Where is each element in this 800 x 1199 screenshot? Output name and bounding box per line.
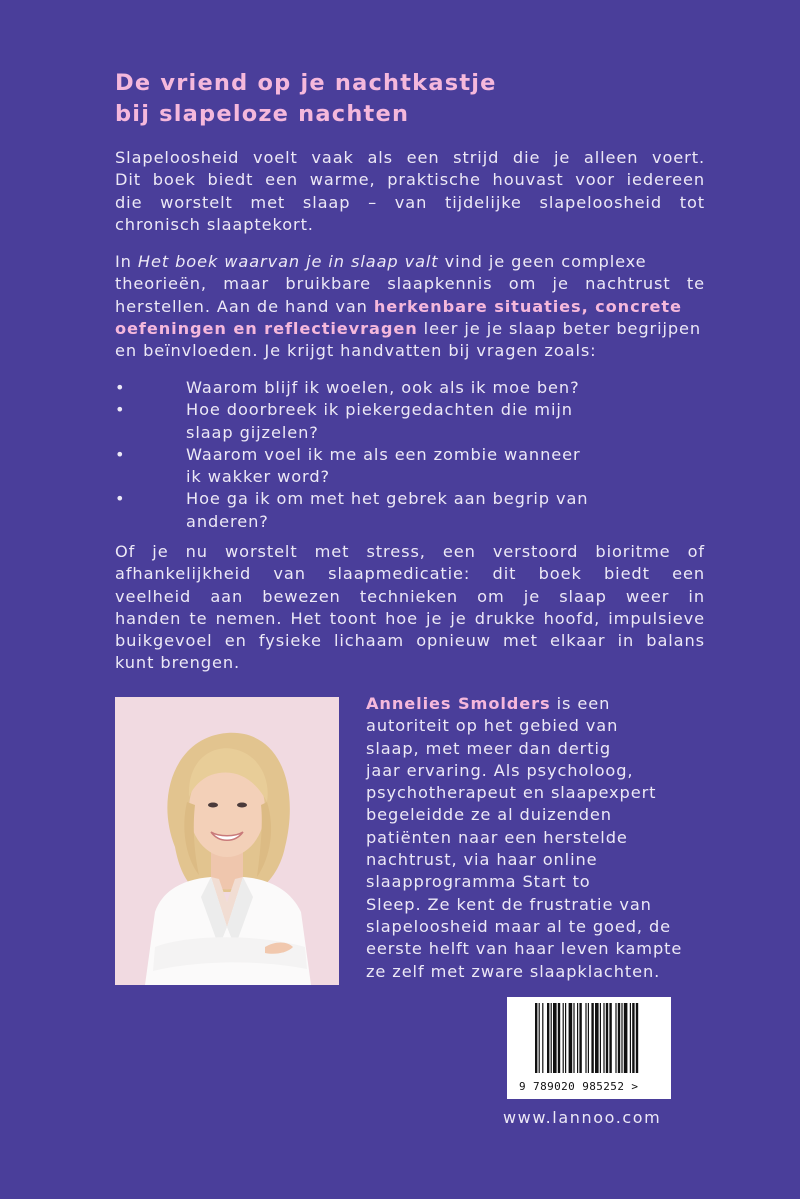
closing-line-6: kunt brengen. bbox=[115, 653, 241, 673]
body-line-4-post: leer je je slaap beter begrijpen bbox=[417, 318, 702, 338]
barcode-bar bbox=[551, 1003, 552, 1073]
isbn-barcode bbox=[507, 997, 671, 1099]
bio-line-1 bbox=[366, 693, 716, 715]
body-line-3-pre: herstellen. Aan de hand van bbox=[115, 296, 374, 316]
list-item-line: Waarom voel ik me als een zombie wanneer bbox=[186, 444, 581, 464]
intro-line-3: die worstelt met slaap – van tijdelijke slapeloosheid tot bbox=[115, 192, 705, 212]
body-line-3 bbox=[115, 296, 705, 318]
bio-line-11: slapeloosheid maar al te goed, de bbox=[366, 916, 672, 936]
list-item-text bbox=[186, 444, 715, 489]
bio-line-13: ze zelf met zware slaapklachten. bbox=[366, 961, 661, 981]
barcode-bar bbox=[615, 1003, 616, 1073]
barcode-bar bbox=[565, 1003, 566, 1073]
bio-line-9: slaapprogramma Start to bbox=[366, 872, 591, 892]
barcode-bar bbox=[618, 1003, 620, 1073]
author-portrait-image bbox=[115, 697, 339, 985]
list-item-line: slaap gijzelen? bbox=[186, 422, 319, 442]
barcode-bar bbox=[563, 1003, 564, 1073]
barcode-bar bbox=[630, 1003, 631, 1073]
headline-line-1: De vriend op je nachtkastje bbox=[115, 70, 497, 96]
bullet-icon: • bbox=[115, 489, 126, 509]
barcode-bar bbox=[553, 1003, 557, 1073]
bullet-icon: • bbox=[115, 400, 126, 420]
barcode-bar bbox=[547, 1003, 549, 1073]
closing-line-1: Of je nu worstelt met stress, een verstoord bioritme of bbox=[115, 542, 705, 561]
closing-line-3: veelheid aan bewezen technieken om je slaap weer in bbox=[115, 586, 705, 606]
bio-line-2: autoriteit op het gebied van bbox=[366, 716, 619, 736]
barcode-digits: 9 789020 985252 > bbox=[519, 1080, 639, 1093]
list-item-line: Waarom blijf ik woelen, ook als ik moe ben? bbox=[186, 378, 580, 397]
list-item-line: Hoe doorbreek ik piekergedachten die mijn bbox=[186, 400, 573, 420]
closing-paragraph bbox=[115, 541, 705, 675]
bio-line-6: begeleidde ze al duizenden bbox=[366, 805, 612, 825]
body-line-2: theorieën, maar bruikbare slaapkennis om je nachtrust te bbox=[115, 274, 705, 294]
list-item-line: Hoe ga ik om met het gebrek aan begrip van bbox=[186, 489, 589, 509]
barcode-bar bbox=[603, 1003, 604, 1073]
body-line-1 bbox=[115, 251, 705, 273]
closing-line-4: handen te nemen. Het toont hoe je je drukke hoofd, impulsieve bbox=[115, 608, 705, 628]
bio-line-7: patiënten naar een herstelde bbox=[366, 827, 628, 847]
barcode-bar bbox=[569, 1003, 573, 1073]
barcode-bar bbox=[609, 1003, 611, 1073]
body-paragraph bbox=[115, 251, 705, 362]
cover-headline bbox=[115, 68, 715, 130]
list-item bbox=[115, 399, 715, 444]
barcode-bar bbox=[600, 1003, 601, 1073]
bullet-icon: • bbox=[115, 378, 126, 397]
body-line-5: en beïnvloeden. Je krijgt handvatten bij vragen zoals: bbox=[115, 341, 597, 361]
list-item-line: ik wakker word? bbox=[186, 467, 330, 487]
intro-line-2: Dit boek biedt een warme, praktische houvast voor iedereen bbox=[115, 170, 705, 190]
bio-line-5: psychotherapeut en slaapexpert bbox=[366, 783, 657, 803]
bio-line-10: Sleep. Ze kent de frustratie van bbox=[366, 894, 652, 914]
barcode-bar bbox=[539, 1003, 540, 1073]
publisher-website[interactable]: www.lannoo.com bbox=[503, 1108, 662, 1127]
barcode-bar bbox=[632, 1003, 634, 1073]
list-item-line: anderen? bbox=[186, 511, 269, 531]
bullet-icon: • bbox=[115, 444, 126, 464]
bio-line-4: jaar ervaring. Als psycholoog, bbox=[366, 760, 634, 780]
book-title-italic: Het boek waarvan je in slaap valt bbox=[137, 252, 439, 271]
list-item-text bbox=[186, 377, 715, 399]
barcode-bar bbox=[606, 1003, 608, 1073]
barcode-bar bbox=[624, 1003, 628, 1073]
intro-paragraph bbox=[115, 147, 705, 236]
barcode-bar bbox=[558, 1003, 560, 1073]
barcode-bar bbox=[573, 1003, 574, 1073]
closing-line-5: buikgevoel en fysieke lichaam opnieuw met elkaar in balans bbox=[115, 631, 705, 651]
barcode-bar bbox=[621, 1003, 622, 1073]
intro-line-4: chronisch slaaptekort. bbox=[115, 214, 314, 234]
list-item-text bbox=[186, 488, 715, 533]
closing-line-2: afhankelijkheid van slaapmedicatie: dit boek biedt een bbox=[115, 564, 705, 584]
barcode-bar bbox=[636, 1003, 638, 1073]
list-item bbox=[115, 377, 715, 399]
barcode-bar bbox=[535, 1003, 537, 1073]
barcode-bar bbox=[585, 1003, 586, 1073]
bio-line-8: nachtrust, via haar online bbox=[366, 850, 598, 870]
barcode-bar bbox=[542, 1003, 543, 1073]
author-photo bbox=[115, 697, 339, 985]
barcode-bars bbox=[507, 997, 671, 1083]
list-item-text bbox=[186, 399, 715, 444]
body-line-4 bbox=[115, 318, 705, 340]
body-line-1-post: vind je geen complexe bbox=[438, 252, 647, 271]
body-highlight-2: oefeningen en reflectievragen bbox=[115, 318, 418, 338]
barcode-bar bbox=[595, 1003, 599, 1073]
bio-line-3: slaap, met meer dan dertig bbox=[366, 738, 612, 758]
intro-line-1: Slapeloosheid voelt vaak als een strijd die je alleen voert. bbox=[115, 148, 705, 167]
barcode-bar bbox=[577, 1003, 578, 1073]
barcode-bar bbox=[591, 1003, 593, 1073]
headline-line-2: bij slapeloze nachten bbox=[115, 101, 410, 127]
author-bio bbox=[366, 693, 716, 983]
body-highlight-1: herkenbare situaties, concrete bbox=[373, 296, 682, 316]
list-item bbox=[115, 444, 715, 489]
barcode-bar bbox=[579, 1003, 581, 1073]
body-line-1-pre: In bbox=[115, 252, 138, 271]
bio-line-1-post: is een bbox=[550, 694, 611, 713]
barcode-bar bbox=[588, 1003, 589, 1073]
author-name: Annelies Smolders bbox=[366, 694, 551, 713]
question-list bbox=[115, 377, 715, 533]
bio-line-12: eerste helft van haar leven kampte bbox=[366, 939, 683, 959]
list-item bbox=[115, 488, 715, 533]
